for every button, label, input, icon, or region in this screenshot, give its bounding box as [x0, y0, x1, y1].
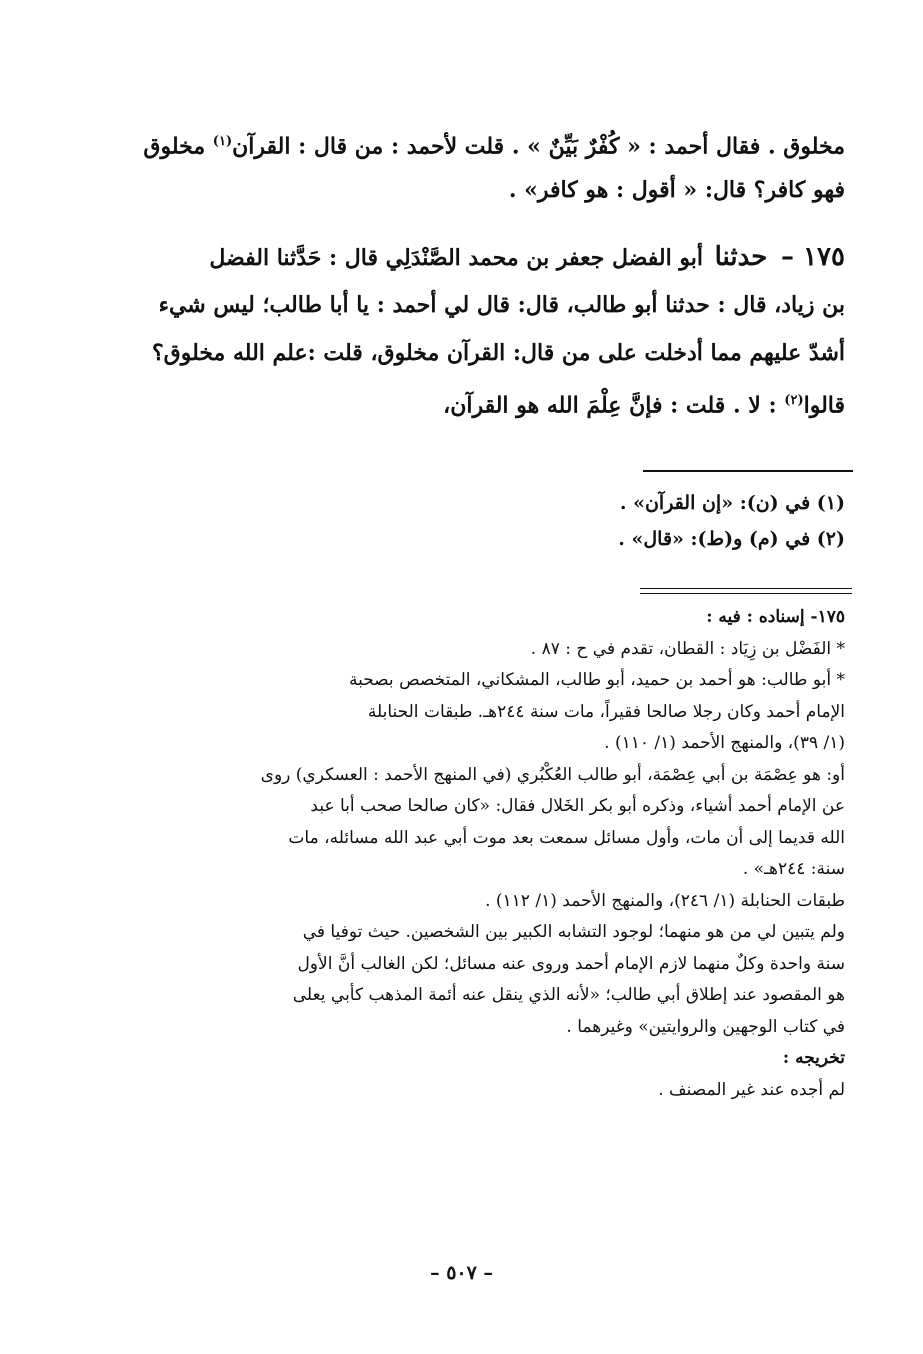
commentary: [140, 602, 845, 1106]
footnote: (١) في (ن): «إن القرآن» .: [619, 492, 845, 514]
main-text-segment: مخلوق . فقال أحمد : « كُفْرٌ بَيِّنٌ » . قلت لأحمد : من قال : القرآن: [232, 133, 845, 160]
main-line: أشدّ عليهم مما أدخلت على من قال: القرآن مخلوق، قلت :علم الله مخلوق؟: [151, 340, 845, 366]
footnotes: [445, 485, 845, 557]
commentary-line: * الفَضْل بن زِيَاد : القطان، تقدم في ح : ٨٧ .: [530, 638, 845, 659]
main-line: بن زياد، قال : حدثنا أبو طالب، قال: قال لي أحمد : يا أبا طالب؛ ليس شيء: [158, 292, 845, 318]
takhrij-heading: تخريجه :: [782, 1048, 845, 1068]
main-line: [140, 377, 845, 425]
commentary-line: الله قديما إلى أن مات، وأول مسائل سمعت بعد موت أبي عبد الله مسائله، مات: [288, 827, 845, 848]
commentary-line: طبقات الحنابلة (١/ ٢٤٦)، والمنهج الأحمد (١/ ١١٢) .: [485, 890, 845, 911]
footnote-separator: [643, 470, 853, 472]
footnote: (٢) في (م) و(ط): «قال» .: [618, 528, 845, 550]
commentary-line: في كتاب الوجهين والروايتين» وغيرهما .: [566, 1016, 845, 1037]
main-text-segment: مخلوق: [143, 133, 206, 160]
main-text-segment: قالوا: [803, 392, 845, 419]
isnad-heading: ١٧٥- إسناده : فيه :: [706, 607, 845, 627]
takhrij-text: لم أجده عند غير المصنف .: [658, 1079, 845, 1100]
hadith-number: ١٧٥ –: [781, 242, 845, 272]
commentary-separator: [640, 588, 852, 594]
haddathana-word: حدثنا: [714, 242, 768, 272]
footnote-marker: (٢): [784, 393, 804, 408]
footnote-marker: (١): [212, 134, 233, 149]
commentary-line: سنة: ٢٤٤هـ» .: [742, 859, 845, 879]
commentary-line: ولم يتبين لي من هو منهما؛ لوجود التشابه الكبير بين الشخصين. حيث توفيا في: [302, 922, 845, 942]
commentary-line: عن الإمام أحمد أشياء، وذكره أبو بكر الخَلال فقال: «كان صالحا صحب أبا عبد: [310, 796, 845, 816]
page-number: – ٥٠٧ –: [430, 1262, 493, 1284]
main-line: [140, 233, 845, 281]
main-line: فهو كافر؟ قال: « أقول : هو كافر» .: [508, 177, 845, 203]
commentary-line: الإمام أحمد وكان رجلا صالحا فقيراً، مات سنة ٢٤٤هـ. طبقات الحنابلة: [367, 701, 845, 722]
commentary-line: (١/ ٣٩)، والمنهج الأحمد (١/ ١١٠) .: [604, 733, 845, 753]
main-line: [140, 118, 845, 166]
commentary-line: هو المقصود عند إطلاق أبي طالب؛ «لأنه الذي ينقل عنه أئمة المذهب كأبي يعلى: [292, 985, 845, 1005]
commentary-line: سنة واحدة وكلٌ منهما لازم الإمام أحمد وروى عنه مسائل؛ لكن الغالب أنَّ الأول: [297, 953, 845, 974]
hadith-paragraph: [140, 233, 845, 425]
commentary-line: أو: هو عِصْمَة بن أبي عِصْمَة، أبو طالب العُكْبُري (في المنهج الأحمد : العسكري) روى: [260, 764, 845, 785]
commentary-line: * أبو طالب: هو أحمد بن حميد، أبو طالب، المشكاني، المتخصص بصحبة: [348, 670, 845, 690]
main-text-segment: : لا . قلت : فإنَّ عِلْمَ الله هو القرآن،: [443, 392, 777, 419]
main-text-segment: أبو الفضل جعفر بن محمد الصَّنْدَلِي قال : حَدَّثنا الفضل: [209, 245, 703, 271]
main-text: [140, 118, 845, 214]
